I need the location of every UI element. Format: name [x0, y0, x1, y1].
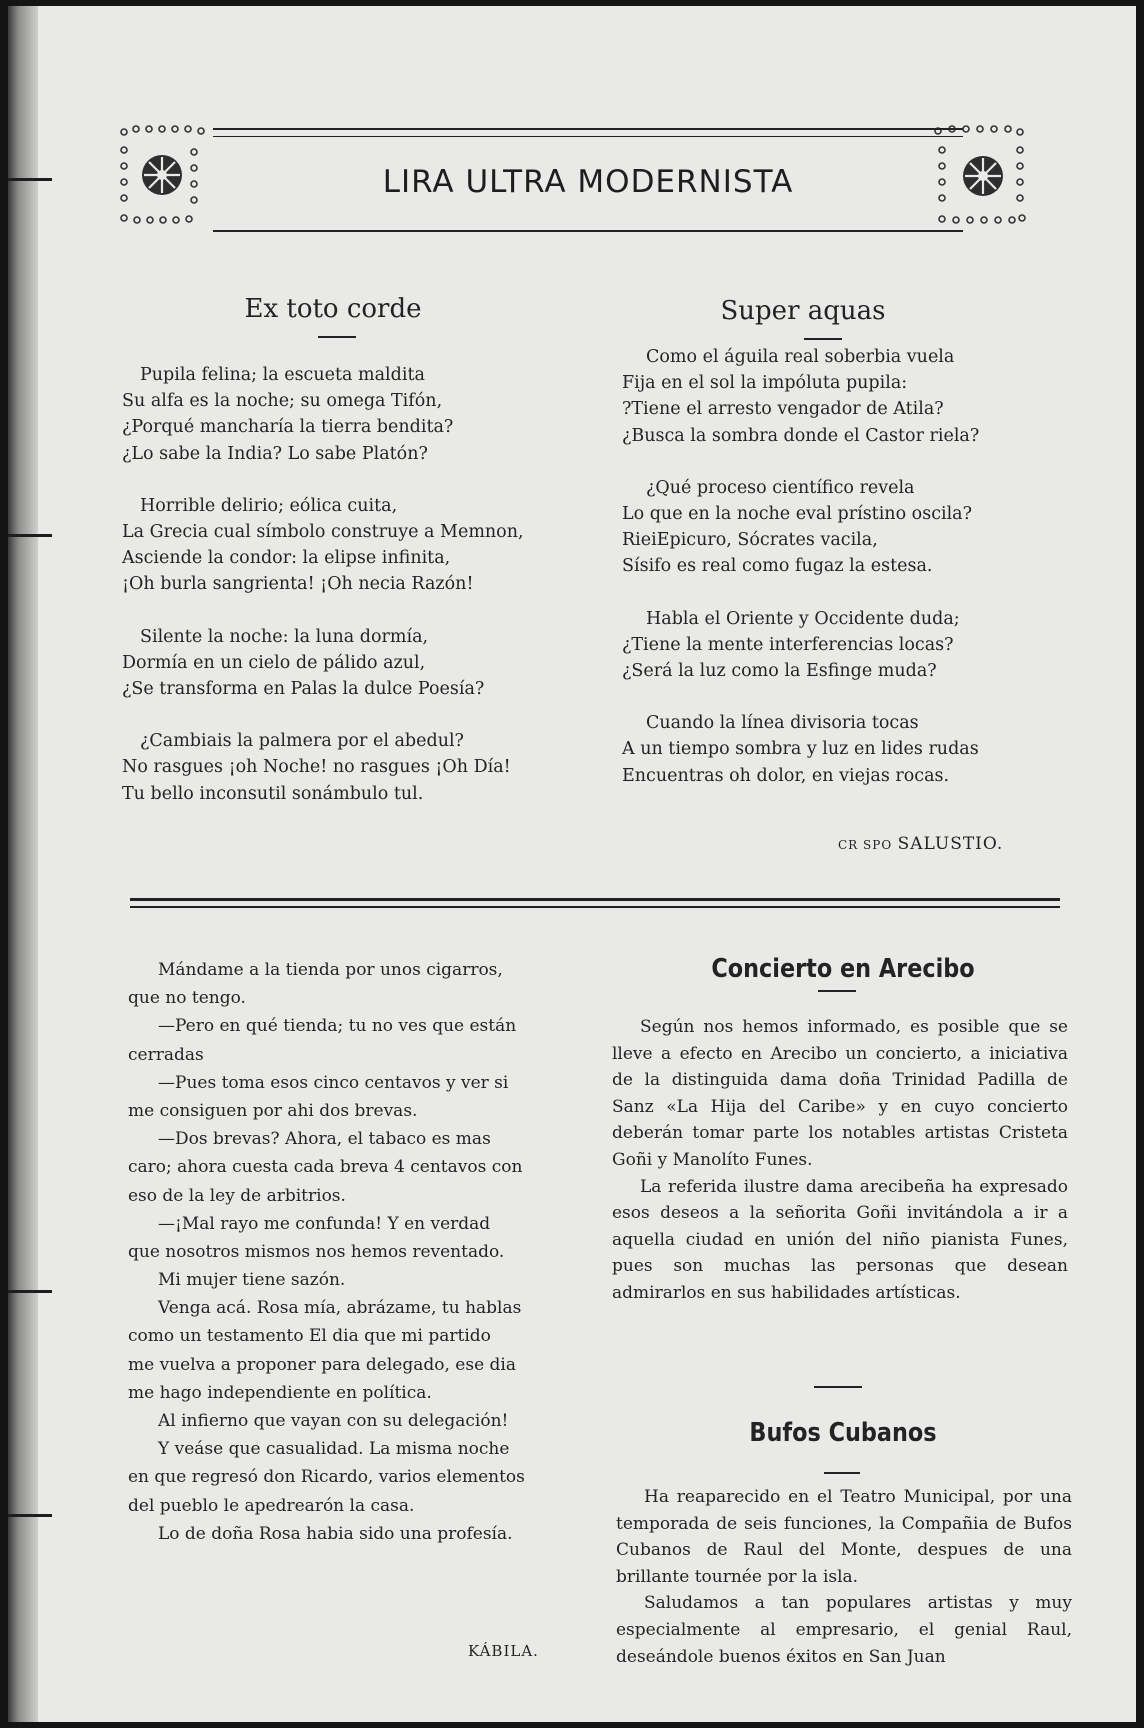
binding-mark [8, 178, 52, 181]
stanza [622, 606, 979, 685]
verse-line: Asciende la condor: la elipse infinita, [122, 548, 451, 569]
verse-line: Pupila felina; la escueta maldita [140, 365, 425, 385]
verse-line: ¿Porqué mancharía la tierra bendita? [122, 417, 454, 438]
story-line: Mi mujer tiene sazón. [158, 1270, 346, 1291]
binding-mark [8, 534, 52, 537]
verse-line: Tu bello inconsutil sonámbulo tul. [122, 783, 424, 804]
verse-line: ¿Tiene la mente interferencias locas? [622, 634, 954, 655]
verse-line: La Grecia cual símbolo construye a Memnon, [122, 522, 524, 543]
poem-left-body [122, 362, 524, 833]
story-line: caro; ahora cuesta cada breva 4 centavos con [128, 1157, 523, 1178]
story-line: que nosotros mismos nos hemos reventado. [128, 1241, 505, 1262]
story-body [128, 956, 525, 1548]
story-line: Y veáse que casualidad. La misma noche [158, 1439, 510, 1460]
signature-prefix: CR SPO [838, 838, 893, 852]
story-line: Al infierno que vayan con su delegación! [158, 1411, 509, 1431]
concierto-title-dash [818, 990, 856, 992]
section-divider [130, 898, 1060, 901]
paragraph: Saludamos a tan populares artistas y muy especialmente al empresario, el genial Raul, deseándole buenos éxitos en San Juan [616, 1593, 1072, 1667]
binding-mark [8, 1514, 52, 1517]
verse-line: Habla el Oriente y Occidente duda; [646, 608, 960, 629]
stanza [622, 344, 979, 449]
stanza [122, 728, 524, 807]
stanza [122, 624, 524, 703]
story-line: en que regresó don Ricardo, varios elementos [128, 1467, 525, 1488]
verse-line: A un tiempo sombra y luz en lides rudas [622, 739, 979, 760]
verse-line: No rasgues ¡oh Noche! no rasgues ¡Oh Día! [122, 757, 511, 778]
poem-left-title-dash [318, 336, 356, 338]
verse-line: Su alfa es la noche; su omega Tifón, [122, 391, 443, 412]
bufos-body [616, 1484, 1072, 1670]
header-top-rule [213, 128, 963, 130]
story-line: me vuelva a proponer para delegado, ese dia [128, 1354, 516, 1375]
paragraph: Según nos hemos informado, es posible que se lleve a efecto en Arecibo un concierto, a iniciativa de la distinguida dama doña Trinidad Padilla de Sanz «La Hija del Caribe» y en cuyo concierto deberán tomar parte los notables artistas Cristeta Goñi y Manolíto Funes. [612, 1017, 1068, 1170]
verse-line: Dormía en un cielo de pálido azul, [122, 652, 426, 673]
story-line: —Pero en qué tienda; tu no ves que están [158, 1016, 517, 1037]
binding-gutter [8, 6, 38, 1722]
paragraph: La referida ilustre dama arecibeña ha expresado esos deseos a la señorita Goñi invitándola a ir a aquella ciudad en unión del niño pianista Funes, pues son muchas las personas que desean admirarlos en sus habilidades artísticas. [612, 1176, 1068, 1303]
verse-line: Cuando la línea divisoria tocas [646, 713, 919, 734]
poem-right-signature [838, 834, 1003, 854]
story-line: Venga acá. Rosa mía, abrázame, tu hablas [158, 1298, 522, 1319]
poem-right-title: Super aquas [720, 296, 886, 326]
column-separator-dash [814, 1386, 862, 1388]
bufos-title: Bufos Cubanos [749, 1418, 937, 1448]
concierto-body [612, 1014, 1068, 1307]
verse-line: ¿Busca la sombra donde el Castor riela? [622, 425, 980, 446]
story-line: me consiguen por ahi dos brevas. [128, 1100, 418, 1121]
story-line: como un testamento El dia que mi partido [128, 1326, 491, 1347]
concierto-title: Concierto en Arecibo [711, 954, 975, 984]
story-line: del pueblo le apedrearón la casa. [128, 1495, 415, 1516]
section-title: LIRA ULTRA MODERNISTA [382, 164, 794, 200]
story-line: —¡Mal rayo me confunda! Y en verdad [158, 1213, 491, 1234]
story-signature: KÁBILA. [468, 1642, 539, 1660]
paragraph: Ha reaparecido en el Teatro Municipal, por una temporada de seis funciones, la Compañia de Bufos Cubanos de Raul del Monte, despues de una brillante tournée por la isla. [616, 1487, 1072, 1587]
stanza [122, 493, 524, 598]
verse-line: Sísifo es real como fugaz la estesa. [622, 556, 933, 577]
story-line: —Pues toma esos cinco centavos y ver si [158, 1072, 509, 1093]
story-line: me hago independiente en política. [128, 1382, 432, 1403]
story-line: Lo de doña Rosa habia sido una profesía. [158, 1523, 513, 1544]
verse-line: Como el águila real soberbia vuela [646, 347, 955, 367]
verse-line: RieiEpicuro, Sócrates vacila, [622, 530, 878, 551]
story-line: —Dos brevas? Ahora, el tabaco es mas [158, 1129, 491, 1150]
verse-line: ¡Oh burla sangrienta! ¡Oh necia Razón! [122, 574, 474, 595]
left-ornament-icon [116, 122, 216, 230]
header-bottom-rule [213, 230, 963, 232]
section-divider-thin [130, 906, 1060, 908]
verse-line: ¿Será la luz como la Esfinge muda? [622, 661, 937, 682]
verse-line: Silente la noche: la luna dormía, [140, 626, 429, 647]
bufos-title-dash [824, 1472, 860, 1474]
verse-line: ?Tiene el arresto vengador de Atila? [622, 399, 944, 420]
poem-left-title: Ex toto corde [244, 294, 422, 324]
verse-line: ¿Lo sabe la India? Lo sabe Platón? [122, 443, 428, 464]
verse-line: Lo que en la noche eval prístino oscila? [622, 504, 972, 525]
story-line: eso de la ley de arbitrios. [128, 1185, 346, 1206]
verse-line: ¿Qué proceso científico revela [646, 477, 915, 498]
stanza [622, 710, 979, 789]
story-line: Mándame a la tienda por unos cigarros, [158, 960, 503, 980]
story-line: que no tengo. [128, 988, 246, 1009]
binding-mark [8, 1290, 52, 1293]
stanza [122, 362, 524, 467]
stanza [622, 475, 979, 580]
verse-line: ¿Se transforma en Palas la dulce Poesía? [122, 679, 485, 700]
verse-line: Fija en el sol la impóluta pupila: [622, 373, 908, 394]
verse-line: ¿Cambiais la palmera por el abedul? [140, 731, 464, 752]
poem-right-title-dash [804, 338, 842, 340]
verse-line: Encuentras oh dolor, en viejas rocas. [622, 765, 950, 786]
verse-line: Horrible delirio; eólica cuita, [140, 495, 398, 516]
signature-name: SALUSTIO. [897, 834, 1004, 854]
story-line: cerradas [128, 1044, 204, 1065]
poem-right-body [622, 344, 979, 815]
header-top-rule-thin [213, 136, 963, 137]
magazine-page [8, 6, 1136, 1722]
